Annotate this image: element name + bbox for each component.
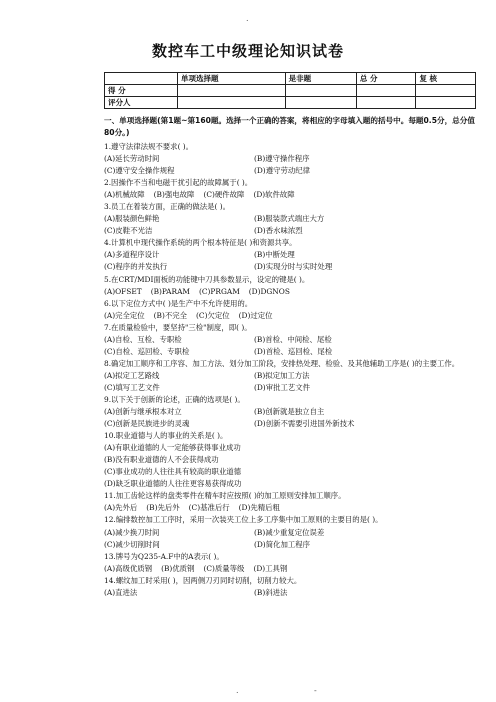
score-table-header-row xyxy=(105,73,476,85)
answer-option: (C)基准后行 xyxy=(188,503,230,513)
answer-option: (D)缺乏职业道德的人往往更容易获得成功 xyxy=(104,479,242,489)
answer-option: (D)先精后粗 xyxy=(238,503,280,513)
answer-option: (D)工具钢 xyxy=(253,563,288,573)
answer-option: (B)PARAM xyxy=(150,286,190,296)
question-stem: 13.牌号为Q235-A.F中的A表示( )。 xyxy=(104,551,224,561)
answer-option: (B)强电故障 xyxy=(153,190,195,200)
question-stem: 5.在CRT/MDI面板的功能键中刀具参数显示，设定的键是( )。 xyxy=(104,274,310,284)
answer-option: (B)拟定加工方法 xyxy=(254,370,310,380)
answer-option: (D)创新不需要引进国外新技术 xyxy=(254,419,355,429)
option-row xyxy=(104,454,484,466)
question-stem: 3.员工在着装方面，正确的做法是( )。 xyxy=(104,202,231,212)
answer-option: (C)自检、巡回检、专职检 xyxy=(104,346,190,356)
score-table-cell: 复 核 xyxy=(416,73,476,85)
score-table-cell xyxy=(356,97,416,109)
answer-option: (B)不完全 xyxy=(153,310,188,320)
option-row xyxy=(104,563,484,575)
option-row xyxy=(104,406,484,418)
question-stem: 14.螺纹加工时采用( )，因两侧刀刃同时切削，切削力较大。 xyxy=(104,575,302,585)
option-row xyxy=(104,478,484,490)
score-table-cell: 是非题 xyxy=(285,73,356,85)
answer-option: (A)创新与继承根本对立 xyxy=(104,407,182,417)
score-table-row xyxy=(105,85,476,97)
question-stem: 10.职业道德与人的事业的关系是( )。 xyxy=(104,431,228,441)
score-table-cell xyxy=(105,73,178,85)
question-list xyxy=(104,141,484,599)
answer-option: (A)机械故障 xyxy=(104,190,145,200)
answer-option: (D)过定位 xyxy=(238,310,273,320)
answer-option: (A)服装颜色鲜艳 xyxy=(104,214,160,224)
option-row xyxy=(104,418,484,430)
option-row xyxy=(104,370,484,382)
question-stem: 2.因操作不当和电磁干扰引起的故障属于( )。 xyxy=(104,178,253,188)
option-row xyxy=(104,286,484,298)
score-table-cell xyxy=(178,85,286,97)
answer-option: (C)遵守安全操作规程 xyxy=(104,166,175,176)
answer-option: (B)服装款式端庄大方 xyxy=(254,214,325,224)
answer-option: (A)直进法 xyxy=(104,587,138,597)
answer-option: (C)程序的并发执行 xyxy=(104,262,168,272)
answer-option: (D)遵守劳动纪律 xyxy=(254,166,311,176)
answer-option: (D)首检、巡回检、尾检 xyxy=(254,346,333,356)
section-heading: 一、单项选择题(第1题~第160题。选择一个正确的答案，将相应的字母填入题的括号中。每题0.5分，总分值80分。) xyxy=(104,116,475,137)
score-table-cell: 评分人 xyxy=(105,97,178,109)
page-title: 数控车工中级理论知识试卷 xyxy=(151,42,344,60)
answer-option: (B)遵守操作程序 xyxy=(254,154,310,164)
score-table-cell xyxy=(178,97,286,109)
answer-option: (B)斜进法 xyxy=(254,587,288,597)
score-table-cell xyxy=(416,85,476,97)
footer-left-mark: . xyxy=(236,686,239,695)
answer-option: (A)多道程序设计 xyxy=(104,250,160,260)
question-stem: 8.确定加工顺序和工序容、加工方法、划分加工阶段，安排热处理、检验、及其他辅助工序是( )的主要工作。 xyxy=(104,358,460,368)
question-stem: 6.以下定位方式中( )是生产中不允许使用的。 xyxy=(104,298,253,308)
question-stem: 12.编排数控加工工序时，采用一次装夹工位上多工序集中加工原则的主要目的是( )。 xyxy=(104,515,383,525)
question-stem: 9.以下关于创新的论述，正确的选项是( )。 xyxy=(104,394,245,404)
answer-option: (C)减少切削时间 xyxy=(104,539,160,549)
option-row xyxy=(104,527,484,539)
answer-option: (C)创新是民族进步的灵魂 xyxy=(104,419,190,429)
answer-option: (A)拟定工艺路线 xyxy=(104,370,160,380)
answer-option: (D)简化加工程序 xyxy=(254,539,311,549)
answer-option: (C)事业成功的人往往具有较高的职业道德 xyxy=(104,467,242,477)
option-row xyxy=(104,587,484,599)
answer-option: (D)软件故障 xyxy=(253,190,295,200)
answer-option: (C)质量等级 xyxy=(203,563,245,573)
option-row xyxy=(104,153,484,165)
question-stem: 11.加工齿轮这样的盘类零件在精车时应按照( )的加工原则安排加工顺序。 xyxy=(104,491,346,501)
option-row xyxy=(104,249,484,261)
answer-option: (C)填写工艺文件 xyxy=(104,382,160,392)
answer-option: (D)实现分时与实时处理 xyxy=(254,262,333,272)
option-row xyxy=(104,310,484,322)
answer-option: (A)减少换刀时间 xyxy=(104,527,160,537)
answer-option: (D)DGNOS xyxy=(248,286,290,296)
option-row xyxy=(104,346,484,358)
answer-option: (D)香水味浓烈 xyxy=(254,226,303,236)
option-row xyxy=(104,502,484,514)
option-row xyxy=(104,189,484,201)
option-row xyxy=(104,334,484,346)
footer-right-mark: - xyxy=(314,686,317,695)
answer-option: (A)完全定位 xyxy=(104,310,145,320)
score-table-cell: 单项选择题 xyxy=(178,73,286,85)
score-table-cell xyxy=(416,97,476,109)
answer-option: (C)皮鞋不光洁 xyxy=(104,226,153,236)
answer-option: (A)高级优质钢 xyxy=(104,563,153,573)
answer-option: (C)PRGAM xyxy=(199,286,240,296)
answer-option: (B)先后外 xyxy=(146,503,180,513)
answer-option: (A)自检、互检、专职检 xyxy=(104,334,182,344)
answer-option: (B)创新就是独立自主 xyxy=(254,407,325,417)
option-row xyxy=(104,225,484,237)
option-row xyxy=(104,442,484,454)
answer-option: (C)硬件故障 xyxy=(203,190,245,200)
score-table-cell xyxy=(356,85,416,97)
score-table-row xyxy=(105,97,476,109)
option-row xyxy=(104,382,484,394)
answer-option: (B)没有职业道德的人不会获得成功 xyxy=(104,455,219,465)
score-table-cell xyxy=(285,85,356,97)
option-row xyxy=(104,466,484,478)
answer-option: (B)首检、中间检、尾检 xyxy=(254,334,332,344)
option-row xyxy=(104,539,484,551)
answer-option: (A)先外后 xyxy=(104,503,138,513)
answer-option: (B)中断处理 xyxy=(254,250,295,260)
answer-option: (B)减少重复定位误差 xyxy=(254,527,325,537)
option-row xyxy=(104,165,484,177)
score-table xyxy=(104,72,476,109)
answer-option: (B)优质钢 xyxy=(161,563,195,573)
answer-option: (A)OFSET xyxy=(104,286,142,296)
answer-option: (A)延长劳动时间 xyxy=(104,154,160,164)
answer-option: (D)审批工艺文件 xyxy=(254,382,311,392)
answer-option: (A)有职业道德的人一定能够获得事业成功 xyxy=(104,443,241,453)
top-mark: . xyxy=(246,14,249,23)
score-table-cell: 得 分 xyxy=(105,85,178,97)
option-row xyxy=(104,213,484,225)
option-row xyxy=(104,261,484,273)
question-stem: 7.在质量检验中，要坚持"三检"制度，即( )。 xyxy=(104,322,252,332)
answer-option: (C)欠定位 xyxy=(196,310,230,320)
question-stem: 1.遵守法律法规不要求( )。 xyxy=(104,142,194,151)
score-table-cell: 总 分 xyxy=(356,73,416,85)
question-stem: 4.计算机中现代操作系统的两个根本特征是( )和资源共享。 xyxy=(104,238,297,248)
score-table-cell xyxy=(285,97,356,109)
